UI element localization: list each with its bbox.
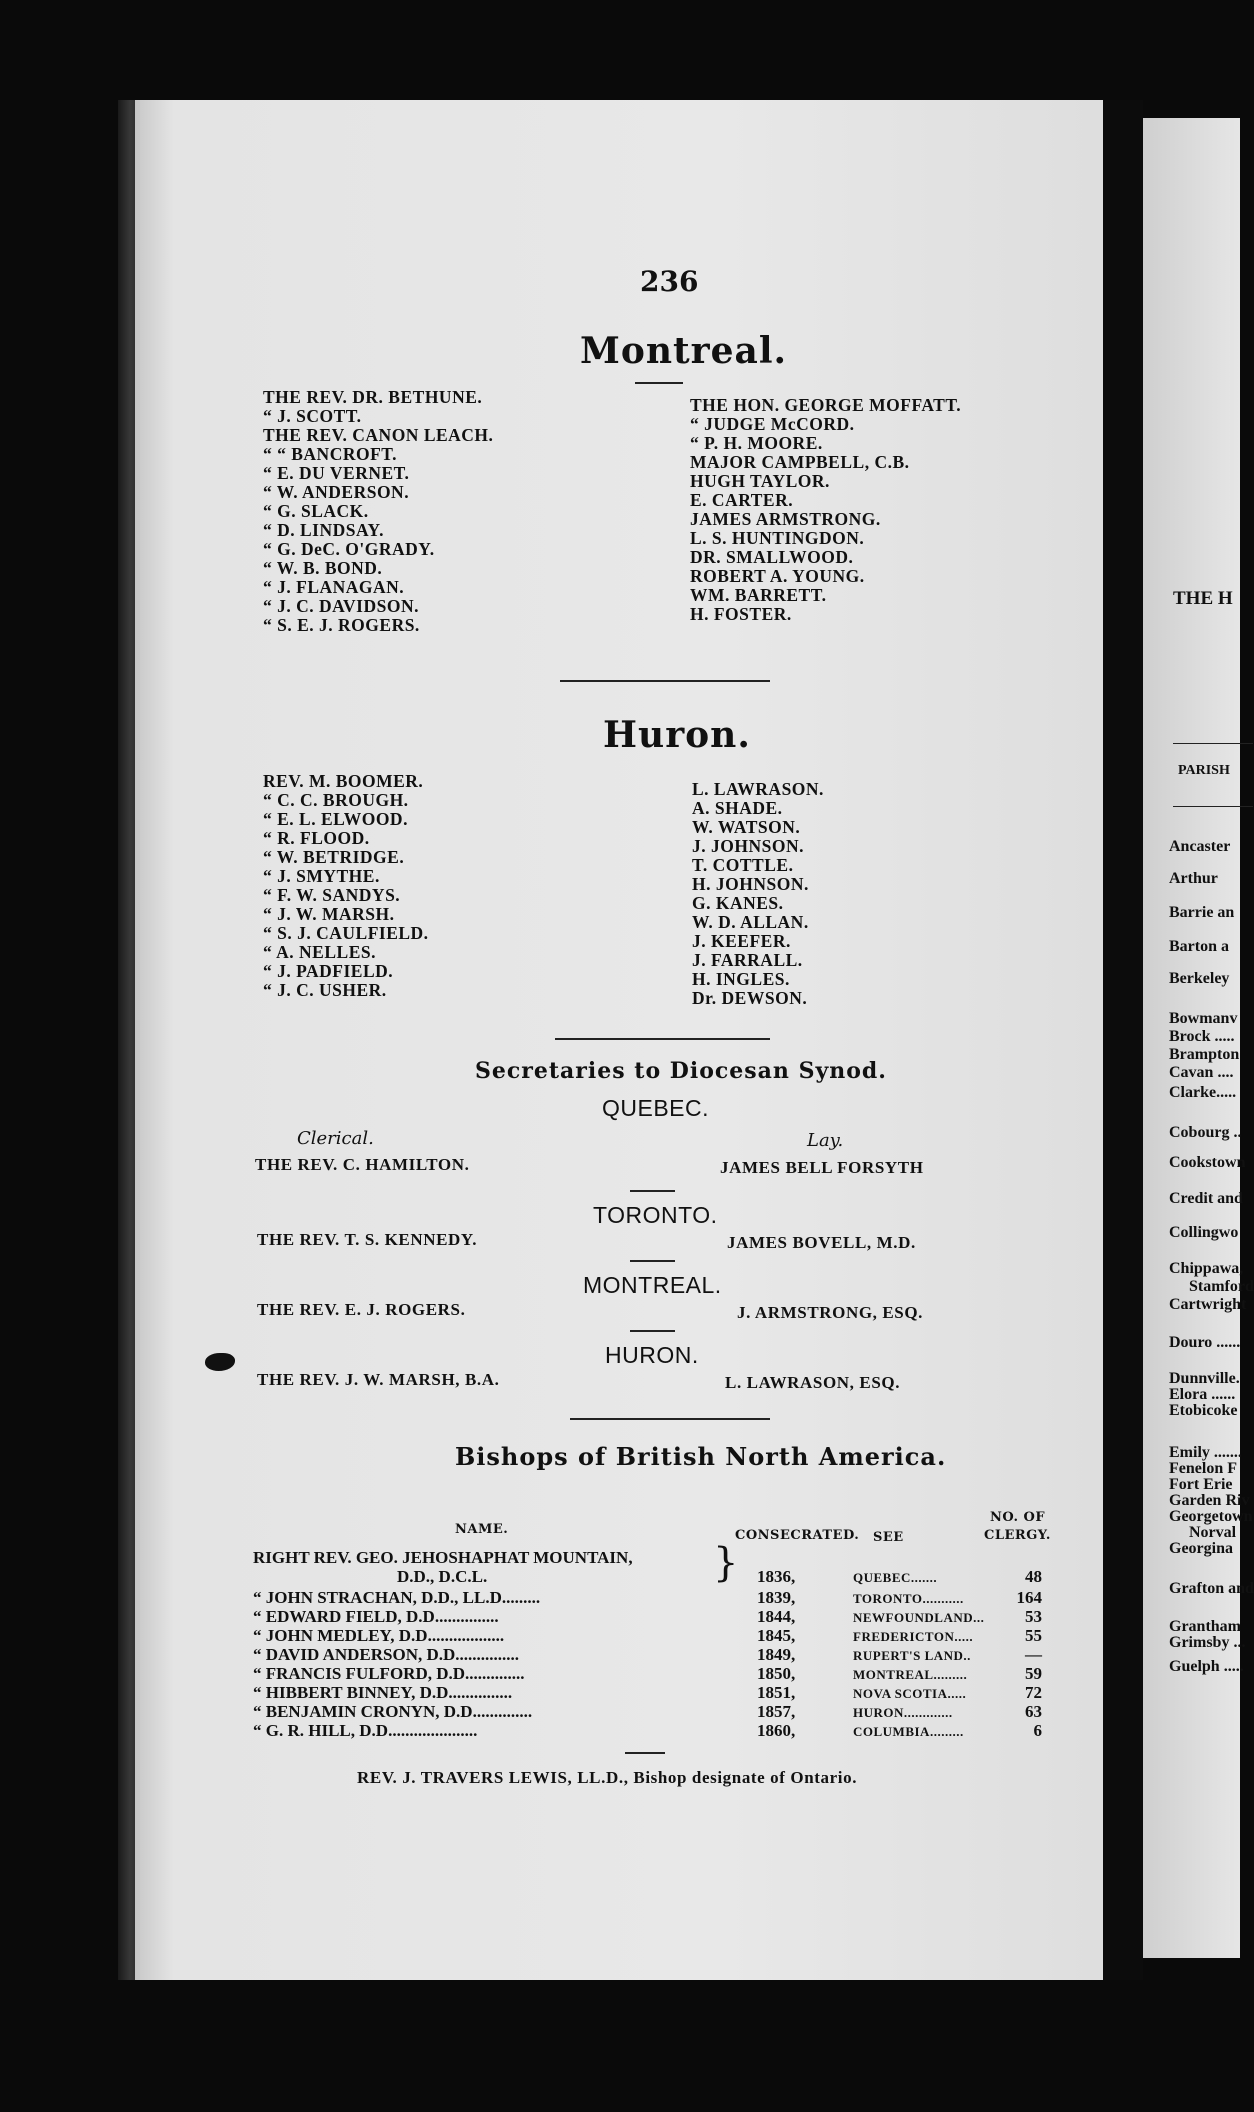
facing-place-name: Credit and <box>1169 1190 1243 1207</box>
bishop-consecrated: 1839, <box>757 1588 796 1607</box>
facing-place-name: Fort Erie <box>1169 1476 1233 1493</box>
bishop-consecrated: 1850, <box>757 1664 796 1683</box>
bishop-clergy-count: 53 <box>1025 1607 1042 1626</box>
bishop-consecrated: 1844, <box>757 1607 796 1626</box>
facing-place-name: Etobicoke <box>1169 1402 1238 1419</box>
huron-clergy-name: “ W. BETRIDGE. <box>263 847 405 867</box>
divider <box>1173 743 1253 744</box>
secretary-lay-quebec: JAMES BELL FORSYTH <box>720 1158 924 1177</box>
bishop-name: “ JOHN MEDLEY, D.D.................. <box>253 1626 505 1645</box>
montreal-laity-name: E. CARTER. <box>690 490 794 510</box>
bishops-heading: Bishops of British North America. <box>455 1442 947 1471</box>
montreal-laity-name: H. FOSTER. <box>690 604 792 624</box>
bishop-name: “ EDWARD FIELD, D.D............... <box>253 1607 499 1626</box>
secretary-diocese-quebec: QUEBEC. <box>602 1095 710 1121</box>
bishop-name: “ JOHN STRACHAN, D.D., LL.D......... <box>253 1588 541 1607</box>
bishop-consecrated: 1857, <box>757 1702 796 1721</box>
divider <box>630 1330 675 1332</box>
facing-place-name: Garden Riv <box>1169 1492 1250 1509</box>
bishop-clergy-count: 164 <box>1016 1588 1042 1607</box>
montreal-clergy-name: THE REV. CANON LEACH. <box>263 425 494 445</box>
bishop-consecrated: 1849, <box>757 1645 796 1664</box>
facing-place-name: Arthur <box>1169 870 1218 887</box>
huron-laity-name: Dr. DEWSON. <box>692 988 808 1008</box>
montreal-laity-name: HUGH TAYLOR. <box>690 471 830 491</box>
brace: } <box>713 1540 739 1586</box>
bishop-see: TORONTO........... <box>853 1591 964 1606</box>
facing-place-name: Georgetown <box>1169 1508 1253 1525</box>
secretary-lay-huron: L. LAWRASON, ESQ. <box>725 1373 901 1392</box>
huron-laity-name: H. INGLES. <box>692 969 790 989</box>
montreal-clergy-name: “ G. DeC. O'GRADY. <box>263 539 435 559</box>
page-number: 236 <box>640 265 699 298</box>
facing-place-name: Cobourg .. <box>1169 1124 1242 1141</box>
huron-clergy-name: “ E. L. ELWOOD. <box>263 809 408 829</box>
facing-place-name: Brock ..... <box>1169 1028 1235 1045</box>
bishop-name: RIGHT REV. GEO. JEHOSHAPHAT MOUNTAIN, <box>253 1548 633 1567</box>
secretary-diocese-montreal: MONTREAL. <box>583 1272 722 1298</box>
divider <box>555 1038 770 1040</box>
montreal-clergy-list <box>263 388 493 635</box>
facing-place-name: Norval <box>1189 1524 1237 1541</box>
huron-clergy-name: REV. M. BOOMER. <box>263 771 424 791</box>
huron-laity-name: W. D. ALLAN. <box>692 912 809 932</box>
montreal-laity-name: JAMES ARMSTRONG. <box>690 509 881 529</box>
bishops-footer: REV. J. TRAVERS LEWIS, LL.D., Bishop designate of Ontario. <box>357 1768 858 1787</box>
facing-place-name: Clarke..... <box>1169 1084 1237 1101</box>
facing-place-name: Bowmanv <box>1169 1010 1238 1027</box>
bishop-clergy-count: 48 <box>1025 1567 1042 1586</box>
montreal-laity-name: L. S. HUNTINGDON. <box>690 528 865 548</box>
huron-laity-name: T. COTTLE. <box>692 855 794 875</box>
bishop-clergy-count: 59 <box>1025 1664 1042 1683</box>
clerical-label: Clerical. <box>297 1128 374 1149</box>
facing-place-name: Georgina <box>1169 1540 1233 1557</box>
bishop-clergy-count: 6 <box>1033 1721 1042 1740</box>
bishop-name: “ HIBBERT BINNEY, D.D............... <box>253 1683 513 1702</box>
secretary-clerical-montreal: THE REV. E. J. ROGERS. <box>257 1300 466 1319</box>
huron-laity-name: J. JOHNSON. <box>692 836 804 856</box>
divider <box>570 1418 770 1420</box>
col-header-name: NAME. <box>455 1522 509 1537</box>
huron-clergy-name: “ S. J. CAULFIELD. <box>263 923 429 943</box>
montreal-clergy-name: “ “ BANCROFT. <box>263 444 398 464</box>
col-header-clergy-top: NO. OF <box>990 1510 1046 1525</box>
huron-clergy-name: “ F. W. SANDYS. <box>263 885 401 905</box>
montreal-clergy-name: “ E. DU VERNET. <box>263 463 410 483</box>
left-page <box>135 100 1103 1980</box>
bishop-see: COLUMBIA......... <box>853 1724 964 1739</box>
bishop-see: RUPERT'S LAND.. <box>853 1648 971 1663</box>
bishop-clergy-count: 55 <box>1025 1626 1042 1645</box>
secretaries-heading: Secretaries to Diocesan Synod. <box>475 1058 887 1084</box>
col-header-consecrated: CONSECRATED. <box>735 1528 860 1543</box>
facing-place-name: Collingwo <box>1169 1224 1239 1241</box>
facing-place-name: Dunnville. <box>1169 1370 1240 1387</box>
facing-place-name: Grafton and <box>1169 1580 1254 1597</box>
montreal-laity-list <box>690 396 961 624</box>
secretary-clerical-toronto: THE REV. T. S. KENNEDY. <box>257 1230 478 1249</box>
montreal-laity-name: THE HON. GEORGE MOFFATT. <box>690 395 962 415</box>
bishop-consecrated: 1860, <box>757 1721 796 1740</box>
secretary-diocese-huron: HURON. <box>605 1342 699 1368</box>
secretary-clerical-huron: THE REV. J. W. MARSH, B.A. <box>257 1370 500 1389</box>
montreal-clergy-name: THE REV. DR. BETHUNE. <box>263 387 483 407</box>
bishop-see: NOVA SCOTIA..... <box>853 1686 967 1701</box>
montreal-clergy-name: “ W. B. BOND. <box>263 558 383 578</box>
facing-place-name: Elora ...... <box>1169 1386 1236 1403</box>
facing-place-name: Cartwright <box>1169 1296 1247 1313</box>
montreal-clergy-name: “ J. C. DAVIDSON. <box>263 596 419 616</box>
bishop-name: “ G. R. HILL, D.D..................... <box>253 1721 478 1740</box>
bishop-see: FREDERICTON..... <box>853 1629 974 1644</box>
col-header-clergy-bottom: CLERGY. <box>984 1528 1051 1543</box>
facing-place-name: Grimsby ... <box>1169 1634 1246 1651</box>
bishop-clergy-count: 63 <box>1025 1702 1042 1721</box>
bishop-name: “ BENJAMIN CRONYN, D.D.............. <box>253 1702 533 1721</box>
bishop-see: HURON............. <box>853 1705 953 1720</box>
montreal-clergy-name: “ G. SLACK. <box>263 501 369 521</box>
facing-place-name: Cavan .... <box>1169 1064 1234 1081</box>
divider <box>635 382 683 384</box>
bishop-clergy-count: 72 <box>1025 1683 1042 1702</box>
huron-clergy-name: “ C. C. BROUGH. <box>263 790 409 810</box>
montreal-laity-name: WM. BARRETT. <box>690 585 827 605</box>
montreal-clergy-name: “ S. E. J. ROGERS. <box>263 615 420 635</box>
bishop-consecrated: 1845, <box>757 1626 796 1645</box>
facing-place-name: Chippawa, <box>1169 1260 1244 1277</box>
huron-laity-name: W. WATSON. <box>692 817 801 837</box>
huron-laity-name: A. SHADE. <box>692 798 783 818</box>
huron-clergy-name: “ J. PADFIELD. <box>263 961 394 981</box>
huron-laity-name: J. KEEFER. <box>692 931 791 951</box>
bishop-see: NEWFOUNDLAND... <box>853 1610 985 1625</box>
ink-blot <box>205 1353 235 1371</box>
divider <box>630 1190 675 1192</box>
bishop-consecrated: 1851, <box>757 1683 796 1702</box>
huron-laity-name: J. FARRALL. <box>692 950 803 970</box>
montreal-laity-name: “ JUDGE McCORD. <box>690 414 855 434</box>
huron-laity-name: G. KANES. <box>692 893 784 913</box>
divider <box>630 1260 675 1262</box>
secretary-diocese-toronto: TORONTO. <box>593 1202 718 1228</box>
montreal-heading: Montreal. <box>580 330 788 372</box>
montreal-clergy-name: “ J. FLANAGAN. <box>263 577 405 597</box>
col-header-see: SEE <box>873 1530 904 1545</box>
montreal-laity-name: ROBERT A. YOUNG. <box>690 566 865 586</box>
lay-label: Lay. <box>807 1130 844 1151</box>
divider <box>560 680 770 682</box>
huron-laity-list <box>692 780 824 1008</box>
bishop-name: “ FRANCIS FULFORD, D.D.............. <box>253 1664 525 1683</box>
facing-heading: THE H <box>1173 588 1233 609</box>
divider <box>1173 806 1253 807</box>
facing-place-name: Barton a <box>1169 938 1229 955</box>
bishop-consecrated: 1836, <box>757 1567 796 1586</box>
montreal-clergy-name: “ W. ANDERSON. <box>263 482 410 502</box>
huron-clergy-name: “ R. FLOOD. <box>263 828 370 848</box>
facing-place-name: Fenelon F <box>1169 1460 1237 1477</box>
bishop-clergy-count: — <box>1025 1645 1042 1664</box>
bishop-name: D.D., D.C.L. <box>397 1567 488 1586</box>
facing-place-name: Ancaster <box>1169 838 1231 855</box>
facing-place-name: Grantham <box>1169 1618 1241 1635</box>
facing-page <box>1143 118 1254 1958</box>
bishop-see: QUEBEC....... <box>853 1570 938 1585</box>
huron-clergy-name: “ J. C. USHER. <box>263 980 387 1000</box>
huron-clergy-name: “ J. W. MARSH. <box>263 904 395 924</box>
facing-place-name: Cookstown <box>1169 1154 1246 1171</box>
facing-place-name: Guelph ..... <box>1169 1658 1244 1675</box>
facing-place-name: Emily ....... <box>1169 1444 1242 1461</box>
huron-clergy-name: “ A. NELLES. <box>263 942 376 962</box>
secretary-lay-montreal: J. ARMSTRONG, ESQ. <box>737 1303 924 1322</box>
facing-column-label: PARISH <box>1178 763 1230 778</box>
huron-laity-name: H. JOHNSON. <box>692 874 809 894</box>
montreal-clergy-name: “ J. SCOTT. <box>263 406 362 426</box>
huron-laity-name: L. LAWRASON. <box>692 779 824 799</box>
montreal-laity-name: DR. SMALLWOOD. <box>690 547 854 567</box>
facing-place-name: Brampton <box>1169 1046 1240 1063</box>
montreal-clergy-name: “ D. LINDSAY. <box>263 520 384 540</box>
montreal-laity-name: “ P. H. MOORE. <box>690 433 823 453</box>
montreal-laity-name: MAJOR CAMPBELL, C.B. <box>690 452 910 472</box>
facing-place-name: Berkeley <box>1169 970 1230 987</box>
huron-clergy-list <box>263 772 429 1000</box>
huron-clergy-name: “ J. SMYTHE. <box>263 866 380 886</box>
secretary-lay-toronto: JAMES BOVELL, M.D. <box>727 1233 916 1252</box>
facing-place-name: Douro ...... <box>1169 1334 1241 1351</box>
facing-place-name: Barrie an <box>1169 904 1235 921</box>
secretary-clerical-quebec: THE REV. C. HAMILTON. <box>255 1155 470 1174</box>
bishop-see: MONTREAL......... <box>853 1667 968 1682</box>
facing-place-name: Stamford <box>1189 1278 1254 1295</box>
huron-heading: Huron. <box>603 714 751 756</box>
divider <box>625 1752 665 1754</box>
bishop-name: “ DAVID ANDERSON, D.D............... <box>253 1645 520 1664</box>
page-gutter <box>1103 100 1143 1980</box>
